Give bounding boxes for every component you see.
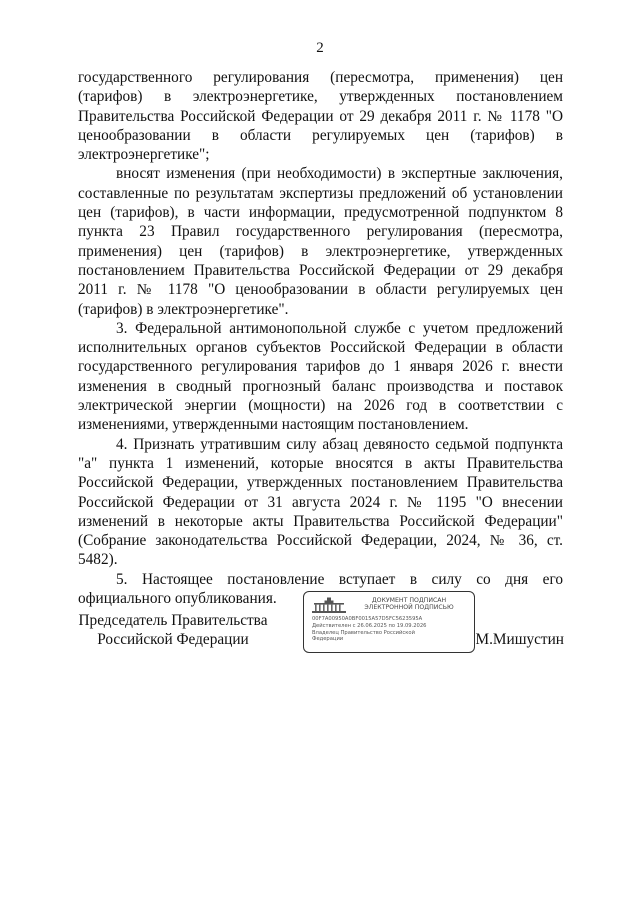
paragraph-item-4: 4. Признать утратившим силу абзац девяносто седьмой подпункта "а" пункта 1 изменений, которые вносятся в акты Правительства Российской Федерации, утвержденных постановлением Правительства Российской Федерации от 31 августа 2024 г. № 1195 "О внесении изменений в некоторые акты Правительства Российской Федерации" (Собрание законодательства Российской Федерации, 2024, № 36, ст. 5482). [78, 435, 563, 569]
electronic-signature-stamp [303, 591, 475, 653]
stamp-title-line1: ДОКУМЕНТ ПОДПИСАН [371, 597, 447, 604]
signer-name: М.Мишустин [475, 631, 564, 648]
stamp-title-line2: ЭЛЕКТРОННОЙ ПОДПИСЬЮ [364, 604, 454, 612]
stamp-validity: Действителен с 26.06.2025 по 19.09.2026 [312, 622, 427, 629]
stamp-details [312, 616, 472, 643]
page-number: 2 [316, 40, 324, 56]
signatory-position-line1: Председатель Правительства [78, 612, 268, 629]
paragraph-expert-conclusions: вносят изменения (при необходимости) в экспертные заключения, составленные по результатам экспертизы предложений об установлении цен (тарифов), в части информации, предусмотренной подпунктом 8 пункта 23 Правил государственного регулирования (пересмотра, применения) цен (тарифов) в электроэнергетике, утвержденных постановлением Правительства Российской Федерации от 29 декабря 2011 г. № 1178 "О ценообразовании в области регулируемых цен (тарифов) в электроэнергетике". [78, 165, 563, 318]
stamp-owner-line1: Владелец Правительство Российской [312, 629, 415, 636]
stamp-owner-line2: Федерации [312, 636, 344, 643]
stamp-certificate: 00F7A00950A0BF0015A57D5FC5623595A [312, 616, 423, 622]
government-building-icon [311, 597, 347, 614]
paragraph-item-5: 5. Настоящее постановление вступает в силу со дня его официального опубликования. [78, 570, 563, 608]
stamp-title [350, 597, 468, 612]
paragraph-continuation: государственного регулирования (пересмотра, применения) цен (тарифов) в электроэнергетике, утвержденных постановлением Правительства Российской Федерации от 29 декабря 2011 г. № 1178 "О ценообразовании в области регулируемых цен (тарифов) в электроэнергетике"; [78, 69, 563, 164]
signatory-position-line2: Российской Федерации [97, 631, 249, 649]
document-body [78, 68, 563, 608]
paragraph-item-3: 3. Федеральной антимонопольной службе с учетом предложений исполнительных органов субъектов Российской Федерации в области государственного регулирования тарифов до 1 января 2026 г. внести изменения в сводный прогнозный баланс производства и поставок электрической энергии (мощности) на 2026 год в соответствии с изменениями, утвержденными настоящим постановлением. [78, 319, 563, 434]
signatory-position [78, 611, 268, 650]
